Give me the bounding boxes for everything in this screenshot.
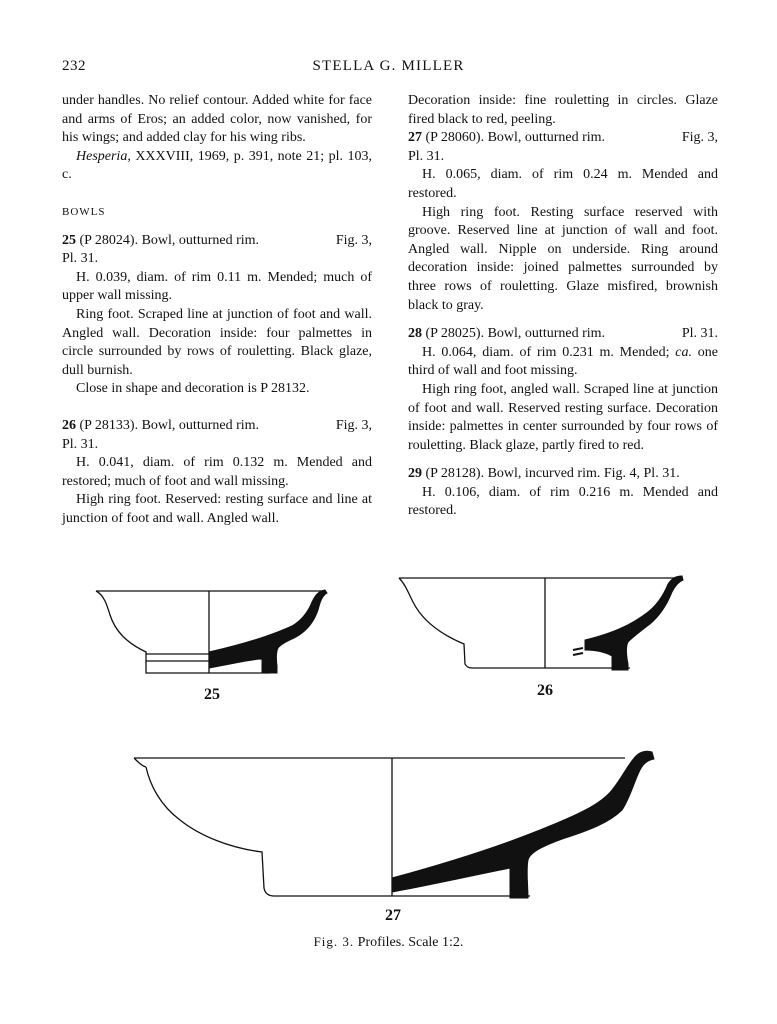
- profile-drawings: [0, 560, 777, 960]
- paragraph: Decoration inside: fine rouletting in circles. Glaze fired black to red, peeling.: [408, 93, 718, 127]
- entry-number: 29: [408, 466, 422, 482]
- left-column: [62, 92, 372, 528]
- plate-ref: Pl. 31.: [62, 436, 99, 452]
- entry-dimensions: H. 0.039, diam. of rim 0.11 m. Mended; much of upper wall missing.: [62, 269, 372, 304]
- entry-heading: [62, 232, 372, 251]
- dims-text: H. 0.064, diam. of rim 0.231 m. Mended;: [422, 344, 670, 360]
- catalog-entry-28: [408, 325, 718, 455]
- entry-title: (P 28024). Bowl, outturned rim.: [79, 232, 260, 248]
- bibliography-ref: [62, 148, 372, 185]
- entry-dimensions: H. 0.106, diam. of rim 0.216 m. Mended and restored.: [408, 484, 718, 519]
- entry-note: Close in shape and decoration is P 28132.: [76, 381, 310, 397]
- entry-title: (P 28133). Bowl, outturned rim.: [79, 417, 260, 433]
- entry-dimensions: [408, 344, 718, 381]
- caption-figure-number: Fig. 3.: [313, 934, 355, 949]
- figure-label-27: 27: [385, 907, 401, 924]
- entry-description: High ring foot, angled wall. Scraped line at junction of foot and wall. Reserved resting surface. Decoration inside: palmettes in center surrounded by four rows of rouletting. Black glaze, partly fired to red.: [408, 381, 718, 453]
- entry-title: (P 28128). Bowl, incurved rim. Fig. 4, Pl. 31.: [425, 466, 680, 482]
- entry-number: 25: [62, 232, 76, 248]
- entry-dimensions: H. 0.041, diam. of rim 0.132 m. Mended and restored; much of foot and wall missing.: [62, 455, 372, 489]
- entry-number: 26: [62, 417, 76, 433]
- dims-text: one third of wall and foot missing.: [408, 344, 719, 379]
- page-number: 232: [62, 58, 86, 74]
- catalog-entry-26: [62, 417, 372, 529]
- plate-ref: Pl. 31.: [681, 326, 718, 342]
- entry-heading: [408, 325, 718, 344]
- reference-text: XXXVIII, 1969, p. 391, note 21; pl. 103, c.: [62, 148, 372, 183]
- plate-ref: Pl. 31.: [408, 148, 445, 164]
- journal-title: Hesperia,: [76, 148, 131, 164]
- figure-ref: Fig. 3,: [335, 417, 372, 433]
- figure-ref: Fig. 3,: [335, 232, 372, 248]
- entry-description: Ring foot. Scraped line at junction of foot and wall. Angled wall. Decoration inside: four palmettes in circle surrounded by rows of rouletting. Black glaze, dull burnish.: [62, 306, 372, 378]
- section-heading: BOWLS: [62, 205, 106, 218]
- circa-abbrev: ca.: [675, 344, 692, 360]
- running-head: STELLA G. MILLER: [312, 58, 465, 74]
- entry-description: High ring foot. Reserved: resting surface and line at junction of foot and wall. Angled wall.: [62, 492, 372, 526]
- catalog-entry-27: [408, 129, 718, 315]
- entry-title: (P 28025). Bowl, outturned rim.: [425, 326, 606, 342]
- entry-dimensions: H. 0.065, diam. of rim 0.24 m. Mended and restored.: [408, 167, 718, 201]
- entry-heading: [408, 465, 718, 484]
- paragraph: under handles. No relief contour. Added white for face and arms of Eros; an added color, now vanished, for his wings; and added clay for his wing ribs.: [62, 93, 372, 146]
- entry-number: 28: [408, 326, 422, 342]
- entry-heading: [62, 417, 372, 436]
- right-column: [408, 92, 718, 521]
- figure-caption: [0, 934, 777, 951]
- catalog-entry-25: [62, 232, 372, 399]
- entry-heading: [408, 129, 718, 148]
- entry-number: 27: [408, 130, 422, 146]
- entry-description: High ring foot. Resting surface reserved with groove. Reserved line at junction of wall and foot. Angled wall. Nipple on underside. Ring around decoration inside: joined palmettes surrounded by three rows of rouletting. Glaze misfired, brownish black to gray.: [408, 204, 718, 313]
- caption-text: Profiles. Scale 1:2.: [357, 935, 464, 950]
- figure-ref: Fig. 3,: [681, 130, 718, 146]
- figure-profiles: [0, 560, 777, 960]
- figure-label-26: 26: [537, 682, 553, 699]
- plate-ref: Pl. 31.: [62, 251, 99, 267]
- entry-title: (P 28060). Bowl, outturned rim.: [425, 130, 606, 146]
- figure-label-25: 25: [204, 686, 220, 703]
- catalog-entry-29: [408, 465, 718, 521]
